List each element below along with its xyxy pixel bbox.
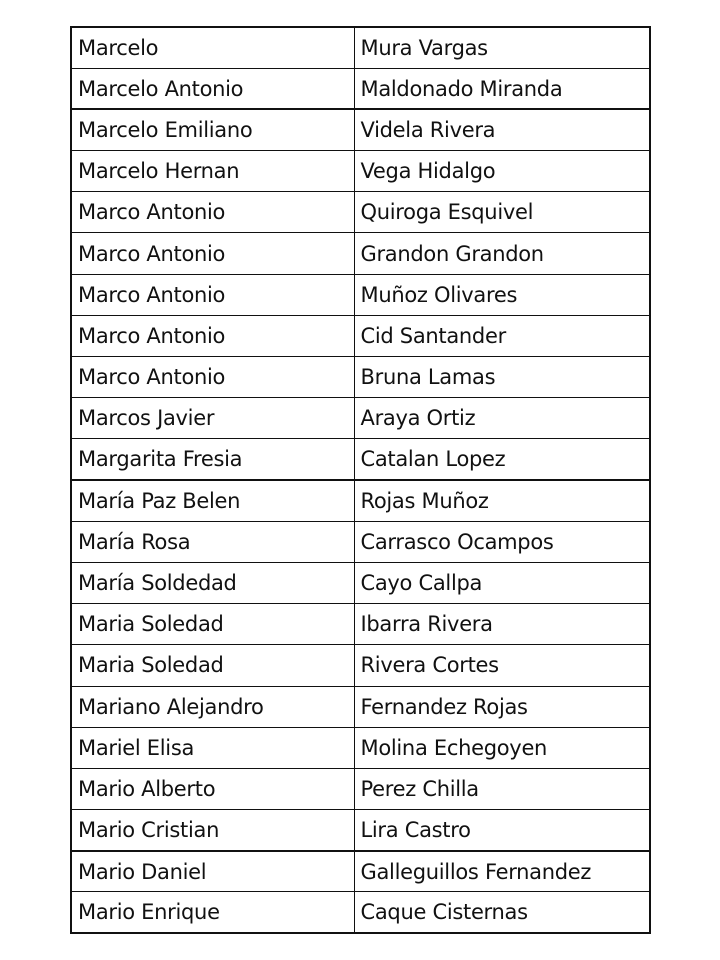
- last-name-cell: Cayo Callpa: [354, 562, 650, 603]
- last-name-cell: Vega Hidalgo: [354, 151, 650, 192]
- first-name-cell: Marcos Javier: [71, 398, 354, 439]
- table-row: [71, 68, 650, 109]
- first-name-cell: Mariel Elisa: [71, 727, 354, 768]
- table-row: [71, 727, 650, 768]
- first-name-cell: Mario Enrique: [71, 892, 354, 933]
- table-row: [71, 151, 650, 192]
- first-name-cell: Marco Antonio: [71, 274, 354, 315]
- last-name-cell: Rivera Cortes: [354, 645, 650, 686]
- first-name-cell: María Soldedad: [71, 562, 354, 603]
- last-name-cell: Maldonado Miranda: [354, 68, 650, 109]
- first-name-cell: Maria Soledad: [71, 604, 354, 645]
- table-row: [71, 604, 650, 645]
- last-name-cell: Rojas Muñoz: [354, 480, 650, 521]
- last-name-cell: Videla Rivera: [354, 109, 650, 150]
- last-name-cell: Cid Santander: [354, 315, 650, 356]
- table-row: [71, 521, 650, 562]
- last-name-cell: Caque Cisternas: [354, 892, 650, 933]
- first-name-cell: Marco Antonio: [71, 315, 354, 356]
- first-name-cell: Marco Antonio: [71, 192, 354, 233]
- first-name-cell: Marcelo Hernan: [71, 151, 354, 192]
- table-row: [71, 315, 650, 356]
- last-name-cell: Bruna Lamas: [354, 357, 650, 398]
- table-row: [71, 27, 650, 68]
- first-name-cell: Marcelo Antonio: [71, 68, 354, 109]
- names-table: [70, 26, 651, 934]
- table-row: [71, 192, 650, 233]
- first-name-cell: María Paz Belen: [71, 480, 354, 521]
- names-table-body: [71, 27, 650, 933]
- last-name-cell: Muñoz Olivares: [354, 274, 650, 315]
- last-name-cell: Carrasco Ocampos: [354, 521, 650, 562]
- last-name-cell: Mura Vargas: [354, 27, 650, 68]
- table-row: [71, 233, 650, 274]
- first-name-cell: Margarita Fresia: [71, 439, 354, 480]
- last-name-cell: Galleguillos Fernandez: [354, 851, 650, 892]
- last-name-cell: Perez Chilla: [354, 768, 650, 809]
- first-name-cell: Mariano Alejandro: [71, 686, 354, 727]
- first-name-cell: Marcelo: [71, 27, 354, 68]
- table-row: [71, 357, 650, 398]
- table-row: [71, 892, 650, 933]
- last-name-cell: Lira Castro: [354, 810, 650, 851]
- first-name-cell: Mario Alberto: [71, 768, 354, 809]
- table-row: [71, 686, 650, 727]
- last-name-cell: Molina Echegoyen: [354, 727, 650, 768]
- table-row: [71, 398, 650, 439]
- table-row: [71, 645, 650, 686]
- table-row: [71, 810, 650, 851]
- first-name-cell: Mario Cristian: [71, 810, 354, 851]
- first-name-cell: Marco Antonio: [71, 357, 354, 398]
- last-name-cell: Araya Ortiz: [354, 398, 650, 439]
- first-name-cell: Marcelo Emiliano: [71, 109, 354, 150]
- table-row: [71, 851, 650, 892]
- table-row: [71, 274, 650, 315]
- table-row: [71, 562, 650, 603]
- last-name-cell: Grandon Grandon: [354, 233, 650, 274]
- last-name-cell: Catalan Lopez: [354, 439, 650, 480]
- table-row: [71, 109, 650, 150]
- last-name-cell: Ibarra Rivera: [354, 604, 650, 645]
- first-name-cell: Marco Antonio: [71, 233, 354, 274]
- first-name-cell: Maria Soledad: [71, 645, 354, 686]
- table-row: [71, 480, 650, 521]
- last-name-cell: Fernandez Rojas: [354, 686, 650, 727]
- first-name-cell: Mario Daniel: [71, 851, 354, 892]
- table-row: [71, 768, 650, 809]
- first-name-cell: María Rosa: [71, 521, 354, 562]
- table-row: [71, 439, 650, 480]
- last-name-cell: Quiroga Esquivel: [354, 192, 650, 233]
